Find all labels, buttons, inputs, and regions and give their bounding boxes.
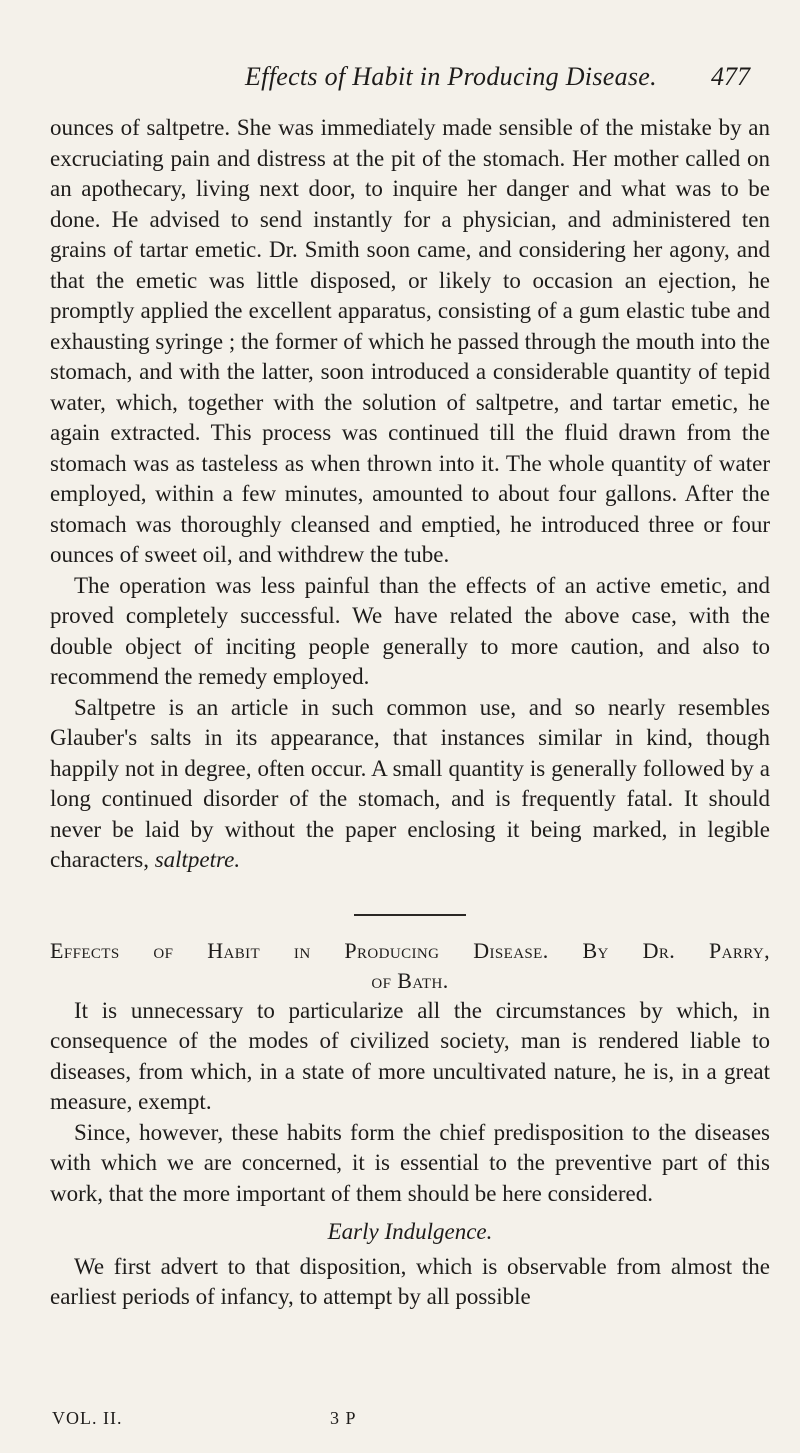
- article-heading-line-1: Effects of Habit in Producing Disease. By Dr. Parry,: [50, 937, 770, 963]
- paragraph: It is unnecessary to particularize all the circumstances by which, in consequence of the modes of civilized society, man is rendered liable to diseases, from which, in a state of more uncultivated nature, he is, in a great measure, exempt.: [50, 997, 770, 1114]
- volume-label: VOL. II.: [52, 1408, 123, 1428]
- section-divider: [354, 914, 466, 916]
- body-text: [50, 113, 770, 1313]
- paragraph: [50, 693, 770, 876]
- paragraph: The operation was less painful than the effects of an active emetic, and proved completely successful. We have related the above case, with the double object of inciting people generally to more caution, and also to recommend the remedy employed.: [50, 572, 770, 689]
- article-heading: [50, 936, 770, 996]
- paragraph: We first advert to that disposition, which is observable from almost the earliest periods of infancy, to attempt by all possible: [50, 1253, 770, 1309]
- italic-term: saltpetre.: [154, 847, 241, 872]
- paragraph: Since, however, these habits form the chief predisposition to the diseases with which we are concerned, it is essential to the preventive part of this work, that the more important of them should be here considered.: [50, 1119, 770, 1206]
- running-head: [0, 62, 800, 102]
- running-title: Effects of Habit in Producing Disease.: [245, 62, 657, 91]
- paragraph-continued: ounces of saltpetre. She was immediately made sensible of the mistake by an excruciating pain and distress at the pit of the stomach. Her mother called on an apothecary, living next door, to inquire her danger and what was to be done. He advised to send instantly for a physician, and administered ten grains of tartar emetic. Dr. Smith soon came, and considering her agony, and that the emetic was little disposed, or likely to occasion an ejection, he promptly applied the excellent apparatus, consisting of a gum elastic tube and exhausting syringe ; the former of which he passed through the mouth into the stomach, and with the latter, soon introduced a considerable quantity of tepid water, which, together with the solution of saltpetre, and tartar emetic, he again extracted. This process was continued till the fluid drawn from the stomach was as tasteless as when thrown into it. The whole quantity of water employed, within a few minutes, amounted to about four gallons. After the stomach was thoroughly cleansed and emptied, he introduced three or four ounces of sweet oil, and withdrew the tube.: [50, 115, 770, 567]
- signature-mark: 3 P: [330, 1408, 357, 1428]
- page-footer: [0, 1408, 800, 1438]
- paragraph-text: Saltpetre is an article in such common use, and so nearly resembles Glauber's salts in its appearance, that instances similar in kind, though happily not in degree, often occur. A small quantity is generally followed by a long continued disorder of the stomach, and is frequently fatal. It should never be laid by without the paper enclosing it being marked, in legible characters,: [50, 694, 770, 872]
- page-number: 477: [711, 62, 750, 91]
- article-heading-line-2: of Bath.: [371, 967, 449, 993]
- subheading: Early Indulgence.: [327, 1219, 493, 1244]
